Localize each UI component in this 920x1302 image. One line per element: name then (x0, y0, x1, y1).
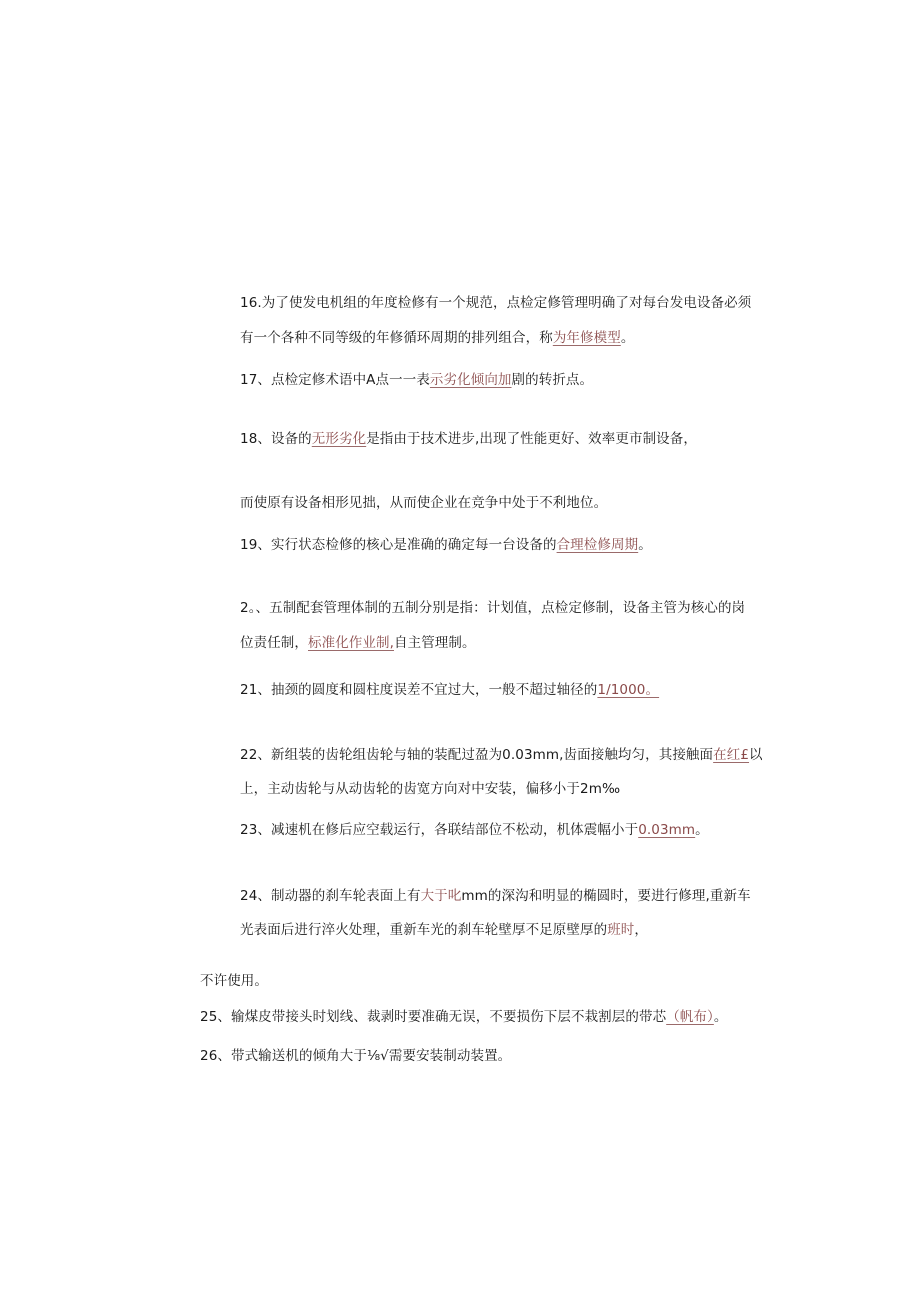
item-24-line-1 (240, 886, 751, 906)
item-17-line (240, 370, 593, 390)
item-26-line (200, 1046, 511, 1066)
item-26-text: 26、带式输送机的倾角大于⅛√需要安装制动装置。 (200, 1048, 512, 1064)
item-24-answer: 班时 (607, 922, 635, 938)
item-16-text: 16.为了使发电机组的年度检修有一个规范，点检定修管理明确了对每台发电设备必须 (240, 295, 752, 311)
item-23-text: 23、减速机在修后应空载运行，各联结部位不松动，机体震幅小于 (240, 822, 639, 838)
item-20-line-2 (240, 633, 476, 653)
item-25-answer: （帆布） (666, 1009, 714, 1025)
item-22-text: 上，主动齿轮与从动齿轮的齿宽方向对中安装，偏移小于2m‰ (240, 781, 621, 797)
item-23-line (240, 820, 709, 840)
item-24-text: 光表面后进行淬火处理，重新车光的刹车轮壁厚不足原壁厚的 (240, 922, 608, 938)
item-16-line-1 (240, 293, 751, 313)
item-19-text: 。 (638, 537, 652, 553)
item-22-answer: 在红£ (713, 747, 750, 763)
item-21-answer: 1/1000。 (597, 682, 660, 698)
item-18-line-1 (240, 429, 697, 449)
item-16-answer: 为年修模型 (552, 330, 621, 346)
item-20-text: 自主管理制。 (394, 635, 476, 651)
item-24-text: 24、制动器的刹车轮表面上有 (240, 888, 421, 904)
item-18-answer: 无形劣化 (311, 431, 367, 447)
item-16-line-2 (240, 328, 634, 348)
item-22-text: 22、新组装的齿轮组齿轮与轴的装配过盈为0.03mm,齿面接触均匀，其接触面 (240, 747, 714, 763)
item-22-line-2 (240, 779, 620, 799)
item-24-text: mm的深沟和明显的椭圆时，要进行修理,重新车 (461, 888, 751, 904)
item-18-text: 18、设备的 (240, 431, 312, 447)
item-16-text: 有一个各种不同等级的年修循环周期的排列组合，称 (240, 330, 553, 346)
item-17-answer: 示劣化倾向加 (429, 372, 512, 388)
item-18-text: 是指由于技术进步,出现了性能更好、效率更市制设备， (366, 431, 697, 447)
item-18-text: 而使原有设备相形见拙，从而使企业在竞争中处于不利地位。 (240, 495, 608, 511)
item-21-text: 21、抽颈的圆度和圆柱度误差不宜过大，一般不超过轴径的 (240, 682, 598, 698)
item-16-text: 。 (620, 330, 635, 346)
item-20-line-1 (240, 598, 745, 618)
item-19-line (240, 535, 652, 555)
item-17-text: 剧的转折点。 (511, 372, 594, 388)
item-19-answer: 合理检修周期 (556, 537, 639, 553)
item-25-text: 25、输煤皮带接头时划线、裁剥时要准确无误，不要损伤下层不栽割层的带芯 (200, 1009, 667, 1025)
item-23-answer: 0.03mm (638, 822, 696, 838)
item-21-line (240, 680, 659, 700)
item-24-text: ， (634, 922, 649, 938)
item-22-line-1 (240, 745, 763, 765)
item-23-text: 。 (695, 822, 709, 838)
item-20-answer: 标准化作业制, (308, 635, 394, 651)
item-19-text: 19、实行状态检修的核心是准确的确定每一台设备的 (240, 537, 557, 553)
item-25-line (200, 1007, 727, 1027)
item-24-line-2 (240, 920, 648, 940)
item-24-answer: 大于叱 (420, 888, 462, 904)
item-20-text: 位责任制， (240, 635, 308, 651)
item-17-text: 17、点检定修术语中A点一一表 (240, 372, 430, 388)
item-25-text: 。 (713, 1009, 728, 1025)
item-20-text: 2。、五制配套管理体制的五制分别是指：计划值，点检定修制，设备主管为核心的岗 (240, 600, 746, 616)
item-22-text: 以 (749, 747, 763, 763)
item-18-line-2 (240, 493, 607, 513)
item-24-line-3 (200, 971, 268, 991)
item-24-text: 不许使用。 (200, 973, 268, 989)
